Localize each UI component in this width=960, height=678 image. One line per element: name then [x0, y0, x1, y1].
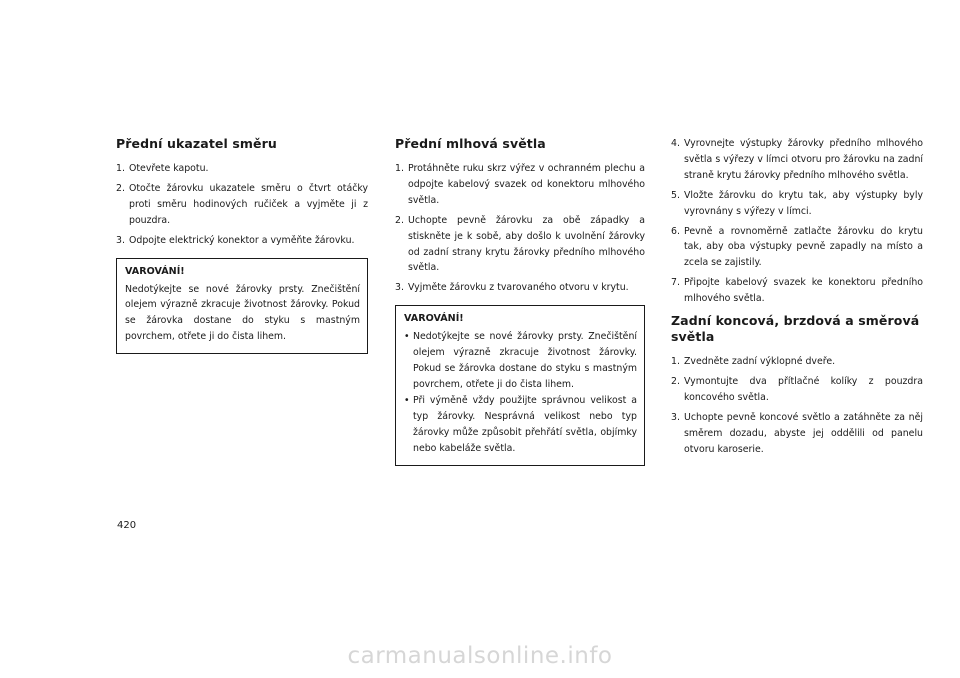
list-item: 4. Vyrovnejte výstupky žárovky předního mlhového světla s výřezy v límci otvoru pro žárovku na zadní straně krytu žárovky předního mlhového světla.	[671, 138, 923, 181]
list-item: 2. Uchopte pevně žárovku za obě západky a stiskněte je k sobě, aby došlo k uvolnění žárovky od zadní strany krytu žárovky předního mlhového světla.	[395, 214, 645, 274]
warning-box	[395, 305, 645, 465]
column-middle	[395, 136, 645, 466]
list-item: 3. Vyjměte žárovku z tvarovaného otvoru v krytu.	[395, 282, 629, 294]
warning-box	[116, 258, 368, 355]
fog-lights-steps-continued	[671, 136, 923, 307]
list-item: 5. Vložte žárovku do krytu tak, aby výstupky byly vyrovnány s výřezy v límci.	[671, 189, 923, 217]
list-item: 1. Protáhněte ruku skrz výřez v ochranném plechu a odpojte kabelový svazek od konektoru mlhového světla.	[395, 163, 645, 206]
rear-lights-steps	[671, 354, 923, 457]
warning-bullets	[404, 329, 637, 456]
list-item: 3. Uchopte pevně koncové světlo a zatáhněte za něj směrem dozadu, abyste jej oddělili od panelu otvoru karoserie.	[671, 411, 923, 455]
list-item: 7. Připojte kabelový svazek ke konektoru předního mlhového světla.	[671, 277, 923, 305]
page-number: 420	[117, 520, 137, 531]
column-right	[671, 136, 923, 462]
front-indicator-steps	[116, 161, 368, 249]
warning-title: VAROVÁNÍ!	[125, 265, 185, 277]
list-item: 2. Vymontujte dva přítlačné kolíky z pouzdra koncového světla.	[671, 375, 923, 403]
warning-bullet: • Nedotýkejte se nové žárovky prsty. Znečištění olejem výrazně zkracuje životnost žárovky. Pokud se žárovka dostane do styku s mastným povrchem, otřete ji do čista lihem.	[404, 331, 637, 390]
list-item: 3. Odpojte elektrický konektor a vyměňte žárovku.	[116, 234, 355, 246]
section-title-front-indicator: Přední ukazatel směru	[116, 136, 277, 151]
section-title-fog-lights: Přední mlhová světla	[395, 136, 546, 151]
section-title-rear-lights: Zadní koncová, brzdová a směrová světla	[671, 313, 920, 345]
list-item: 1. Zvedněte zadní výklopné dveře.	[671, 356, 836, 368]
column-left	[116, 136, 368, 354]
warning-title: VAROVÁNÍ!	[404, 313, 464, 325]
fog-lights-steps	[395, 161, 645, 296]
list-item: 6. Pevně a rovnoměrně zatlačte žárovku do krytu tak, aby oba výstupky pevně zapadly na místo a zcela se zajistily.	[671, 225, 923, 269]
list-item: 1. Otevřete kapotu.	[116, 163, 209, 174]
list-item: 2. Otočte žárovku ukazatele směru o čtvrt otáčky proti směru hodinových ručiček a vyjměte ji z pouzdra.	[116, 182, 368, 226]
warning-text: Nedotýkejte se nové žárovky prsty. Znečištění olejem výrazně zkracuje životnost žárovky. Pokud se žárovka dostane do styku s mastným povrchem, otřete ji do čista lihem.	[125, 283, 360, 343]
warning-bullet: • Při výměně vždy použijte správnou velikost a typ žárovky. Nesprávná velikost nebo typ žárovky může způsobit přehřátí světla, objímky nebo kabeláže světla.	[404, 394, 637, 454]
watermark: carmanualsonline.info	[347, 643, 613, 669]
